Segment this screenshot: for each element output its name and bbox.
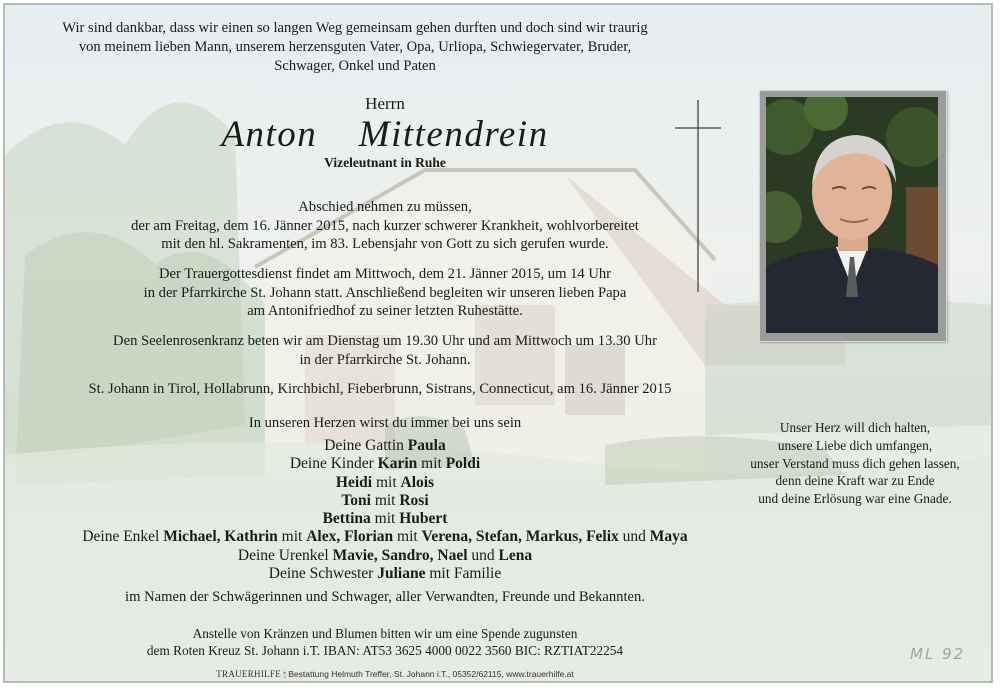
candle-icon: 🕯 bbox=[283, 669, 286, 679]
family-label: Deine Kinder bbox=[289, 455, 378, 473]
family-connector: und bbox=[618, 528, 650, 546]
portrait-photo bbox=[759, 90, 947, 342]
donation-note bbox=[15, 625, 755, 659]
rosary-line: Den Seelenrosenkranz beten wir am Dienstag um 19.30 Uhr und am Mittwoch um 13.30 Uhr bbox=[113, 333, 657, 349]
poem-line: Unser Herz will dich halten, bbox=[779, 420, 931, 435]
funeral-paragraph bbox=[15, 265, 755, 321]
family-connector: mit bbox=[372, 473, 401, 491]
poem-line: und deine Erlösung war eine Gnade. bbox=[758, 491, 952, 507]
family-sister bbox=[15, 565, 755, 583]
family-name: Heidi bbox=[335, 473, 373, 491]
family-name: Alois bbox=[400, 473, 435, 491]
undertaker-contact: Bestattung Helmuth Treffer, St. Johann i.T., 05352/62115, www.trauerhilfe.at bbox=[288, 669, 574, 679]
family-name: Poldi bbox=[445, 455, 481, 473]
poem-line: unser Verstand muss dich gehen lassen, bbox=[750, 455, 960, 471]
farewell-line: der am Freitag, dem 16. Jänner 2015, nach kurzer schwerer Krankheit, wohlvorbereitet bbox=[131, 217, 639, 234]
family-connector: mit bbox=[370, 491, 400, 509]
farewell-paragraph bbox=[15, 198, 755, 254]
family-label: Deine Schwester bbox=[268, 565, 378, 583]
family-name: Hubert bbox=[399, 510, 448, 528]
family-connector: mit Familie bbox=[425, 565, 502, 583]
farewell-line: Abschied nehmen zu müssen, bbox=[298, 199, 472, 215]
undertaker-footer bbox=[175, 669, 615, 680]
intro-text bbox=[15, 19, 695, 76]
family-name: Mavie, Sandro, Nael bbox=[332, 546, 468, 564]
funeral-line: am Antonifriedhof zu seiner letzten Ruhestätte. bbox=[247, 303, 523, 319]
family-connector: mit bbox=[417, 455, 446, 473]
donation-line: dem Roten Kreuz St. Johann i.T. IBAN: AT53 3625 4000 0022 3560 BIC: RZTIAT22254 bbox=[146, 643, 624, 658]
family-name: Juliane bbox=[377, 565, 426, 583]
undertaker-logo: TRAUERHILFE bbox=[216, 669, 282, 679]
donation-line: Anstelle von Kränzen und Blumen bitten wir um eine Spende zugunsten bbox=[192, 626, 578, 641]
salutation: Herrn bbox=[365, 94, 405, 113]
family-child bbox=[15, 474, 755, 492]
poem-line: unsere Liebe dich umfangen, bbox=[777, 437, 933, 453]
family-name: Toni bbox=[341, 491, 371, 509]
hearts-line: In unseren Herzen wirst du immer bei uns sein bbox=[248, 415, 522, 431]
family-label: Deine Urenkel bbox=[237, 546, 333, 564]
rosary-line: in der Pfarrkirche St. Johann. bbox=[299, 351, 471, 368]
family-connector: mit bbox=[393, 528, 422, 546]
rosary-paragraph bbox=[15, 332, 755, 369]
memorial-poem bbox=[720, 419, 990, 508]
family-child bbox=[15, 455, 755, 473]
family-name: Michael, Kathrin bbox=[163, 528, 278, 546]
deceased-rank: Vizeleutnant in Ruhe bbox=[324, 155, 446, 170]
cross-icon bbox=[675, 100, 721, 292]
family-name: Maya bbox=[649, 528, 688, 546]
deceased-name: Anton Mittendrein bbox=[221, 114, 549, 155]
on-behalf-line: im Namen der Schwägerinnen und Schwager, aller Verwandten, Freunde und Bekannten. bbox=[125, 589, 645, 605]
obituary-card bbox=[3, 3, 993, 683]
family-list bbox=[15, 437, 755, 583]
family-connector: mit bbox=[370, 510, 400, 528]
family-name: Karin bbox=[377, 455, 418, 473]
family-label: Deine Gattin bbox=[324, 437, 408, 454]
family-connector: und bbox=[467, 546, 499, 564]
family-name: Rosi bbox=[399, 491, 429, 509]
family-name: Verena, Stefan, Markus, Felix bbox=[421, 528, 619, 546]
funeral-line: Der Trauergottesdienst findet am Mittwoch, dem 21. Jänner 2015, um 14 Uhr bbox=[158, 266, 612, 282]
intro-line: Wir sind dankbar, dass wir einen so langen Weg gemeinsam gehen durften und doch sind wir traurig bbox=[62, 20, 648, 36]
family-name: Paula bbox=[407, 437, 446, 454]
intro-line: von meinem lieben Mann, unserem herzensguten Vater, Opa, Urliopa, Schwiegervater, Bruder, bbox=[78, 39, 632, 55]
family-grandchildren bbox=[15, 528, 755, 546]
family-great-grandchildren bbox=[15, 547, 755, 565]
family-child bbox=[15, 510, 755, 528]
family-name: Lena bbox=[498, 546, 533, 564]
family-label: Deine Enkel bbox=[82, 528, 164, 546]
funeral-line: in der Pfarrkirche St. Johann statt. Anschließend begleiten wir unseren lieben Papa bbox=[143, 284, 627, 301]
family-wife bbox=[15, 437, 755, 455]
farewell-line: mit den hl. Sakramenten, im 83. Lebensjahr von Gott zu sich gerufen wurde. bbox=[161, 236, 609, 252]
poem-line: denn deine Kraft war zu Ende bbox=[775, 473, 935, 489]
family-connector: mit bbox=[277, 528, 307, 546]
artist-signature: ML 92 bbox=[910, 645, 966, 663]
family-name: Alex, Florian bbox=[306, 528, 394, 546]
portrait-image bbox=[766, 97, 938, 333]
intro-line: Schwager, Onkel und Paten bbox=[274, 58, 436, 74]
family-child bbox=[15, 492, 755, 510]
place-date: St. Johann in Tirol, Hollabrunn, Kirchbichl, Fieberbrunn, Sistrans, Connecticut, am 16. Jänner 2015 bbox=[88, 381, 672, 397]
family-name: Bettina bbox=[322, 510, 371, 528]
